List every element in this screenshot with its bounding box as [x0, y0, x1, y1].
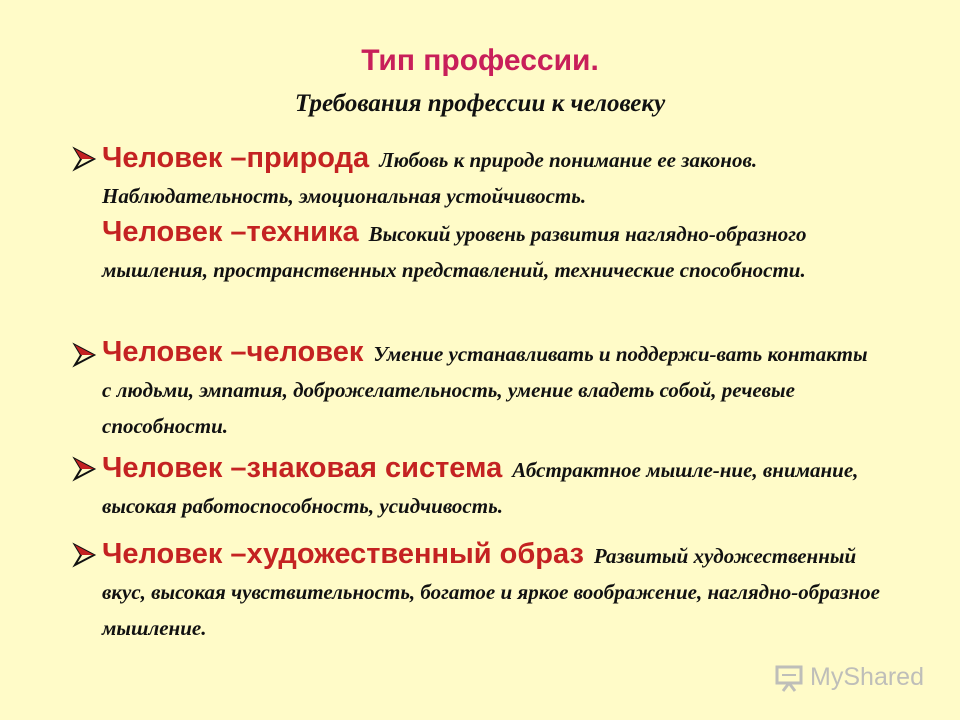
watermark-text: MyShared	[810, 663, 924, 691]
arrow-bullet-icon	[72, 542, 98, 568]
list-item	[102, 214, 882, 288]
slide-title: Тип профессии.	[361, 44, 599, 77]
item-text: Развитый художественный вкус, высокая чувствительность, богатое и яркое воображение, наглядно-образное мышление.	[102, 544, 880, 640]
list-item	[102, 140, 882, 214]
item-text: Абстрактное мышле-ние, внимание, высокая работоспособность, усидчивость.	[102, 458, 859, 518]
watermark	[774, 663, 924, 692]
item-text: Умение устанавливать и поддержи-вать контакты с людьми, эмпатия, доброжелательность, умение владеть собой, речевые способности.	[102, 342, 868, 438]
item-heading: Человек –человек	[102, 336, 364, 368]
arrow-bullet-icon	[72, 342, 98, 368]
item-text: Любовь к природе понимание ее законов. Наблюдательность, эмоциональная устойчивость.	[102, 148, 758, 208]
list-item	[102, 536, 882, 646]
item-heading: Человек –знаковая система	[102, 452, 503, 484]
item-heading: Человек –техника	[102, 216, 359, 248]
list-item	[102, 450, 882, 524]
item-text: Высокий уровень развития наглядно-образного мышления, пространственных представлений, технические способности.	[102, 222, 807, 282]
item-heading: Человек –природа	[102, 142, 370, 174]
list-item	[102, 334, 882, 444]
presentation-icon	[774, 664, 804, 692]
arrow-bullet-icon	[72, 456, 98, 482]
item-heading: Человек –художественный образ	[102, 538, 584, 570]
arrow-bullet-icon	[72, 146, 98, 172]
slide-subtitle: Требования профессии к человеку	[294, 90, 666, 117]
